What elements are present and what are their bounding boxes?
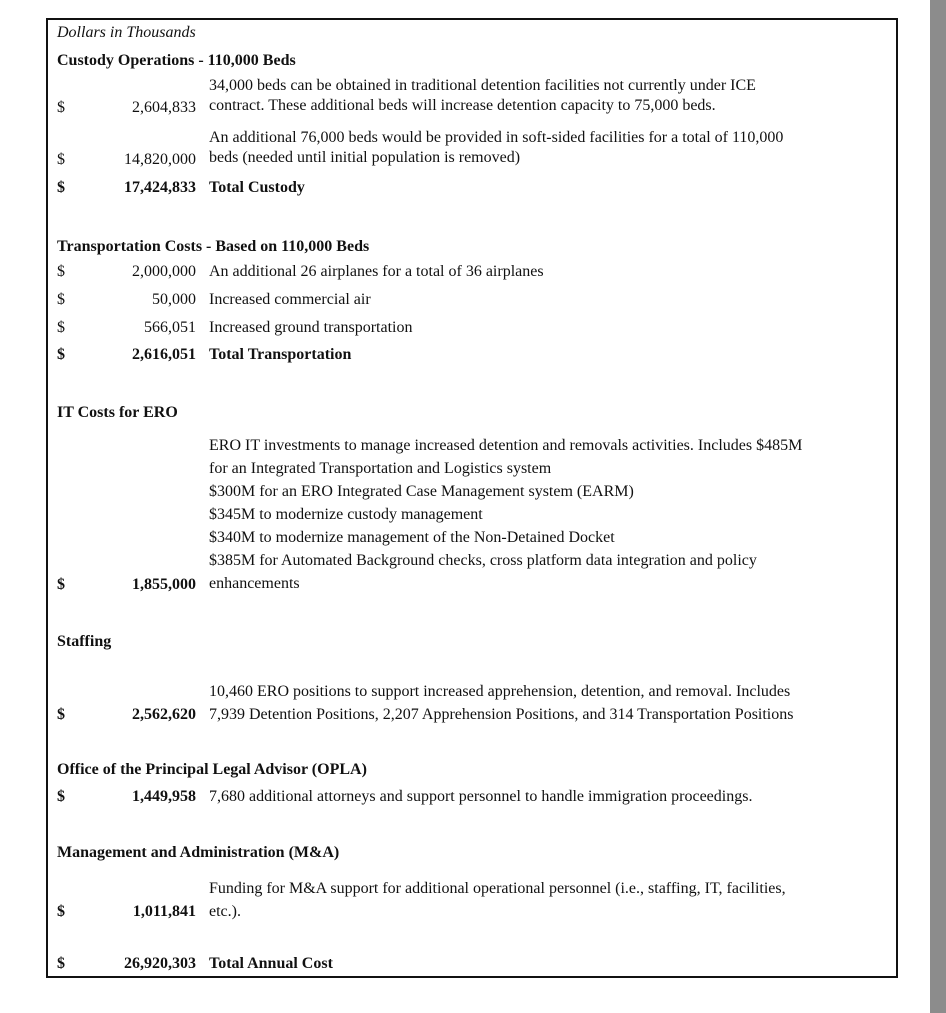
custody-total-amount: 17,424,833 bbox=[124, 179, 196, 196]
grand-total-amount: 26,920,303 bbox=[124, 955, 196, 972]
it-section-title: IT Costs for ERO bbox=[57, 404, 178, 421]
staffing-currency: $ bbox=[57, 706, 65, 723]
it-amount: 1,855,000 bbox=[132, 576, 196, 593]
it-currency: $ bbox=[57, 576, 65, 593]
custody-row-2-desc: An additional 76,000 beds would be provided in soft-sided facilities for a total of 110,000 beds (needed until initial population is removed) bbox=[209, 129, 784, 166]
cost-table bbox=[46, 18, 898, 978]
grand-total-currency: $ bbox=[57, 955, 65, 972]
ma-currency: $ bbox=[57, 903, 65, 920]
staffing-section-title: Staffing bbox=[57, 633, 112, 650]
custody-row-1-currency: $ bbox=[57, 99, 65, 116]
it-desc: ERO IT investments to manage increased detention and removals activities. Includes $485M for an Integrated Transportation and Logistics system $300M for an ERO Integrated Case Management system (EARM) $345M to modernize custody management $340M to modernize management of the Non-Detained Docket $385M for Automated Background checks, cross platform data integration and policy enhancements bbox=[209, 437, 803, 592]
transportation-row-1-amount: 2,000,000 bbox=[132, 263, 196, 280]
staffing-desc: 10,460 ERO positions to support increased apprehension, detention, and removal. Includes 7,939 Detention Positions, 2,207 Apprehension Positions, and 314 Transportation Positions bbox=[209, 683, 794, 723]
ma-section-title: Management and Administration (M&A) bbox=[57, 844, 340, 861]
ma-amount: 1,011,841 bbox=[132, 903, 196, 920]
transportation-row-1-desc: An additional 26 airplanes for a total of 36 airplanes bbox=[209, 263, 544, 280]
custody-row-2-currency: $ bbox=[57, 151, 65, 168]
opla-section-title: Office of the Principal Legal Advisor (OPLA) bbox=[57, 761, 367, 778]
transportation-row-2-amount: 50,000 bbox=[152, 291, 196, 308]
transportation-total-currency: $ bbox=[57, 346, 65, 363]
ma-desc: Funding for M&A support for additional operational personnel (i.e., staffing, IT, facilities, etc.). bbox=[209, 880, 786, 920]
transportation-row-3-desc: Increased ground transportation bbox=[209, 319, 413, 336]
custody-row-2-amount: 14,820,000 bbox=[124, 151, 196, 168]
transportation-total-amount: 2,616,051 bbox=[132, 346, 196, 363]
transportation-row-2-currency: $ bbox=[57, 291, 65, 308]
opla-desc: 7,680 additional attorneys and support personnel to handle immigration proceedings. bbox=[209, 788, 753, 805]
custody-total-currency: $ bbox=[57, 179, 65, 196]
transportation-row-1-currency: $ bbox=[57, 263, 65, 280]
custody-total-label: Total Custody bbox=[209, 179, 305, 196]
opla-amount: 1,449,958 bbox=[132, 788, 196, 805]
transportation-row-2-desc: Increased commercial air bbox=[209, 291, 371, 308]
custody-row-1-amount: 2,604,833 bbox=[132, 99, 196, 116]
transportation-row-3-currency: $ bbox=[57, 319, 65, 336]
units-note: Dollars in Thousands bbox=[57, 24, 196, 41]
transportation-section-title: Transportation Costs - Based on 110,000 Beds bbox=[57, 238, 370, 255]
opla-currency: $ bbox=[57, 788, 65, 805]
custody-row-1-desc: 34,000 beds can be obtained in traditional detention facilities not currently under ICE contract. These additional beds will increase detention capacity to 75,000 beds. bbox=[209, 77, 756, 114]
transportation-total-label: Total Transportation bbox=[209, 346, 352, 363]
transportation-row-3-amount: 566,051 bbox=[144, 319, 196, 336]
staffing-amount: 2,562,620 bbox=[132, 706, 196, 723]
grand-total-label: Total Annual Cost bbox=[209, 955, 333, 972]
scrollbar-track[interactable] bbox=[930, 0, 946, 1013]
custody-section-title: Custody Operations - 110,000 Beds bbox=[57, 52, 296, 69]
